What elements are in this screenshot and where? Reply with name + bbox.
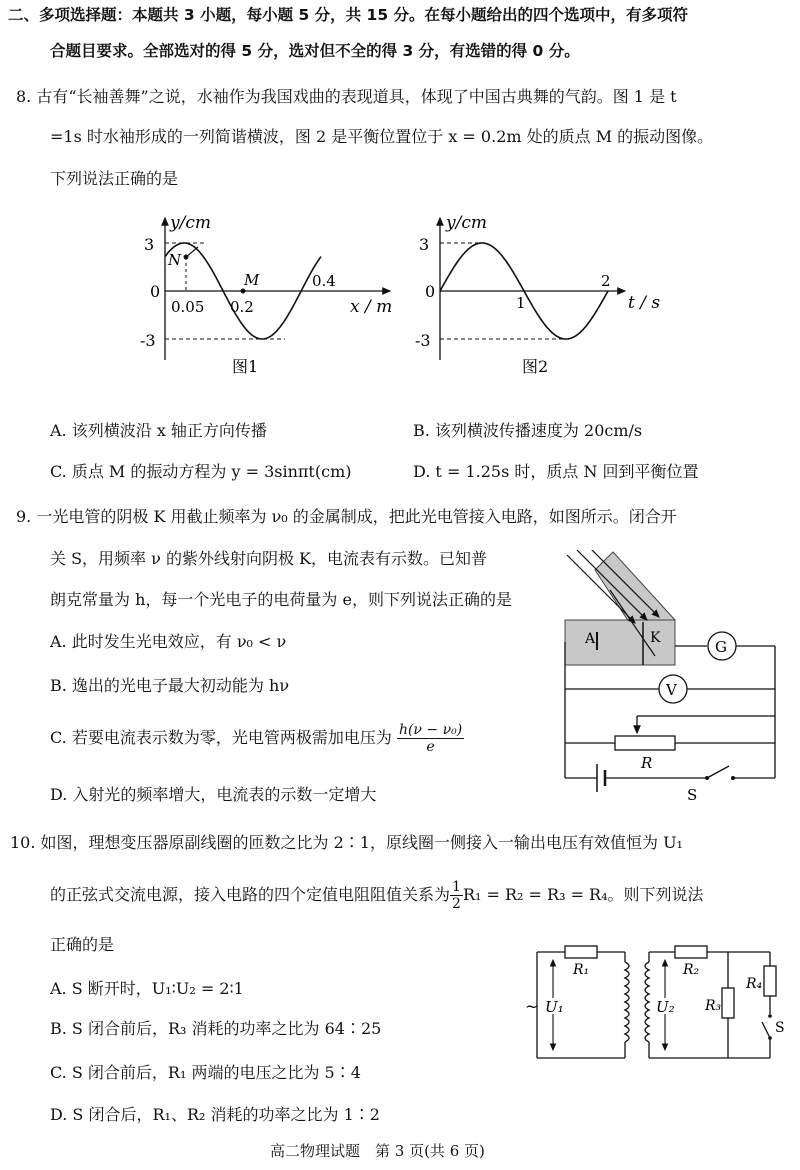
fig1-tick-04: 0.4 <box>312 272 336 290</box>
label-galvanometer: G <box>715 638 727 656</box>
q10-stem-line2-suffix: R₁ = R₂ = R₃ = R₄。则下列说法 <box>462 885 704 904</box>
q10-option-a: A. S 断开时，U₁∶U₂ = 2∶1 <box>50 979 244 998</box>
q10-transformer-circuit <box>525 938 790 1068</box>
q8-option-a: A. 该列横波沿 x 轴正方向传播 <box>50 421 267 440</box>
fig1-label-n: N <box>168 251 182 269</box>
primary-coil <box>625 962 629 1042</box>
fig1-label-m: M <box>244 271 260 289</box>
q8-stem-line3: 下列说法正确的是 <box>50 169 179 188</box>
fig2-tick-1: 1 <box>516 294 526 312</box>
q9-option-c-text: C. 若要电流表示数为零，光电管两极需加电压为 <box>50 728 392 747</box>
q9-option-b: B. 逸出的光电子最大初动能为 hν <box>50 676 290 695</box>
label-r1: R₁ <box>573 962 590 978</box>
section-heading-line2: 合题目要求。全部选对的得 5 分，选对但不全的得 3 分，有选错的得 0 分。 <box>50 42 580 60</box>
q8-figure-2-vibration-graph <box>410 210 680 385</box>
q9-option-d: D. 入射光的频率增大，电流表的示数一定增大 <box>50 785 377 804</box>
resistor-r3 <box>722 988 734 1018</box>
q10-option-d: D. S 闭合后，R₁、R₂ 消耗的功率之比为 1∶2 <box>50 1105 380 1124</box>
fig1-tick-0: 0 <box>150 282 161 301</box>
label-r3: R₃ <box>705 998 722 1014</box>
q10-option-c: C. S 闭合前后，R₁ 两端的电压之比为 5∶4 <box>50 1063 361 1082</box>
page-footer: 高二物理试题 第 3 页(共 6 页) <box>270 1142 485 1160</box>
q9-frac-numerator: h(ν − ν₀) <box>398 722 463 738</box>
q9-stem-line2: 关 S，用频率 ν 的紫外线射向阴极 K，电流表有示数。已知普 <box>50 549 487 568</box>
resistor-r4 <box>764 966 776 996</box>
q9-option-a: A. 此时发生光电效应，有 ν₀ < ν <box>50 632 287 651</box>
label-anode: A <box>585 631 596 647</box>
fig1-tick-005: 0.05 <box>171 298 205 316</box>
fig2-tick-neg3: -3 <box>415 331 431 350</box>
secondary-coil <box>645 962 649 1042</box>
fig1-point-m <box>241 289 246 294</box>
fig2-ylabel: y/cm <box>446 213 487 233</box>
label-voltmeter: V <box>666 681 677 699</box>
q10-option-b: B. S 闭合前后，R₃ 消耗的功率之比为 64∶25 <box>50 1019 382 1038</box>
label-resistor: R <box>641 754 653 772</box>
label-u1: U₁ <box>545 998 564 1016</box>
label-s: S <box>775 1020 785 1036</box>
q9-stem-line3: 朗克常量为 h，每一个光电子的电荷量为 e，则下列说法正确的是 <box>50 590 512 609</box>
q8-option-c: C. 质点 M 的振动方程为 y = 3sinπt(cm) <box>50 462 352 481</box>
q8-figure-1-wave-graph <box>140 210 400 385</box>
q10-frac-denominator: 2 <box>452 896 461 912</box>
switch-s-blade <box>762 1022 770 1038</box>
q8-stem-line2: =1s 时水袖形成的一列简谐横波，图 2 是平衡位置位于 x = 0.2m 处的质点 M 的振动图像。 <box>50 127 714 146</box>
q9-option-c-fraction <box>397 722 464 755</box>
q9-frac-denominator: e <box>426 739 435 755</box>
q10-stem-line2 <box>50 876 704 914</box>
resistor-r2 <box>675 946 707 958</box>
fig1-xlabel: x / m <box>350 297 393 317</box>
label-r2: R₂ <box>683 962 700 978</box>
label-cathode: K <box>650 630 661 646</box>
q10-stem-line3: 正确的是 <box>50 935 115 954</box>
fig2-tick-0: 0 <box>425 282 436 301</box>
switch-top-contact <box>768 1014 772 1018</box>
fig1-point-n <box>184 255 189 260</box>
label-ac: ~ <box>525 997 539 1016</box>
q9-photoelectric-circuit <box>555 550 795 805</box>
q10-half-fraction <box>450 879 463 912</box>
fig2-xlabel: t / s <box>628 293 661 313</box>
fig1-tick-02: 0.2 <box>230 298 254 316</box>
fig1-tick-neg3: -3 <box>140 331 156 350</box>
q10-frac-numerator: 1 <box>452 879 461 895</box>
fig1-caption: 图1 <box>232 357 259 376</box>
rheostat <box>615 736 675 750</box>
q8-stem-line1: 8. 古有“长袖善舞”之说，水袖作为我国戏曲的表现道具，体现了中国古典舞的气韵。图 1 是 t <box>16 87 677 106</box>
q10-stem-line2-prefix: 的正弦式交流电源，接入电路的四个定值电阻阻值关系为 <box>50 885 451 904</box>
fig2-caption: 图2 <box>522 357 549 376</box>
fig2-tick-3: 3 <box>419 235 430 254</box>
switch-blade <box>707 766 729 778</box>
q9-stem-line1: 9. 一光电管的阴极 K 用截止频率为 ν₀ 的金属制成，把此光电管接入电路，如图所示。闭合开 <box>16 507 677 526</box>
label-u2: U₂ <box>656 998 675 1016</box>
q8-option-b: B. 该列横波传播速度为 20cm/s <box>413 421 643 440</box>
fig1-tick-3: 3 <box>144 235 155 254</box>
resistor-r1 <box>565 946 597 958</box>
q9-option-c <box>50 718 464 758</box>
q10-stem-line1: 10. 如图，理想变压器原副线圈的匝数之比为 2∶1，原线圈一侧接入一输出电压有效值恒为 U₁ <box>10 833 683 852</box>
label-r4: R₄ <box>746 976 763 992</box>
fig1-ylabel: y/cm <box>170 213 211 233</box>
fig2-tick-2: 2 <box>601 272 611 290</box>
section-heading-line1: 二、多项选择题：本题共 3 小题，每小题 5 分，共 15 分。在每小题给出的四个选项中，有多项符 <box>8 6 689 24</box>
label-switch: S <box>687 786 698 804</box>
q8-option-d: D. t = 1.25s 时，质点 N 回到平衡位置 <box>413 462 699 481</box>
